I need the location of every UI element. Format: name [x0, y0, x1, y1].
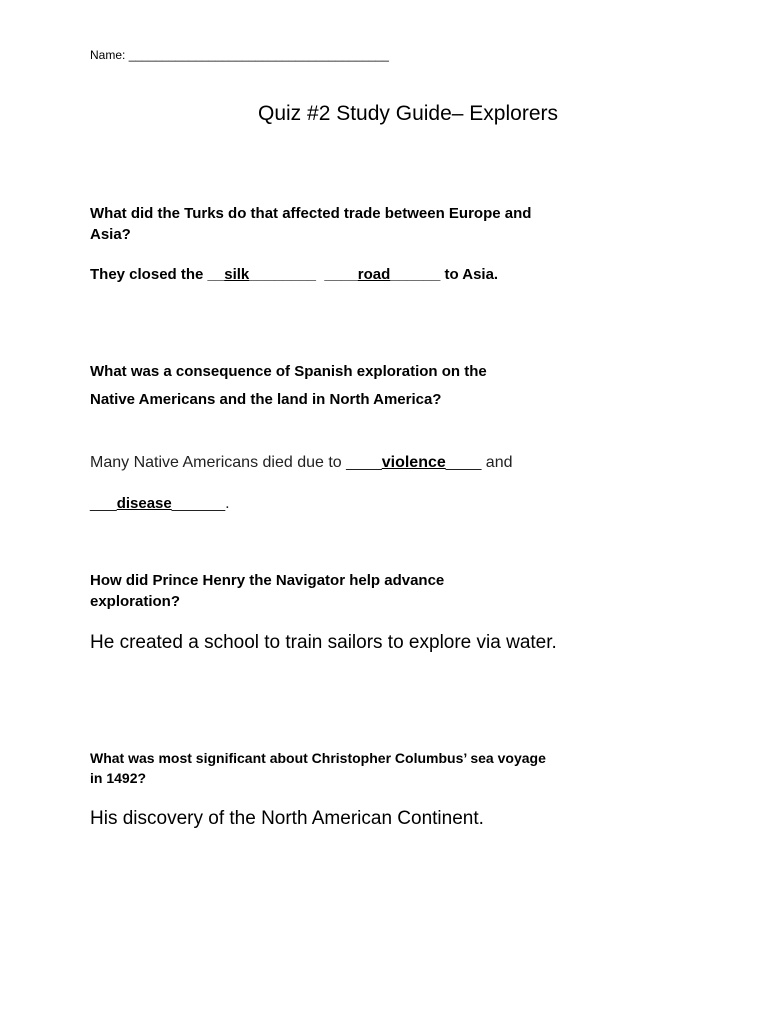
answer-2-blank-2-post: ______ — [171, 495, 226, 512]
answer-2-blank-1-post: ____ — [445, 454, 482, 471]
answer-2-blank-2-pre: ___ — [90, 495, 117, 512]
answer-2-blank-2-answer: disease — [116, 495, 172, 512]
question-1-line-1: What did the Turks do that affected trade between Europe and — [90, 205, 532, 222]
answer-1-blank-1-pre: __ — [207, 266, 225, 283]
question-2-line-2: Native Americans and the land in North America? — [90, 391, 442, 408]
page-title: Quiz #2 Study Guide– Explorers — [258, 102, 558, 125]
name-blank: _______________________________________ — [128, 48, 389, 62]
name-line — [90, 48, 389, 62]
answer-2-blank-1-answer: violence — [381, 454, 446, 471]
answer-1-suffix: to Asia. — [440, 266, 499, 283]
answer-2-end: . — [225, 495, 230, 512]
question-1 — [90, 203, 531, 245]
answer-4: His discovery of the North American Continent. — [90, 808, 484, 829]
answer-2-mid: and — [481, 454, 513, 471]
answer-1-prefix: They closed the — [90, 266, 208, 283]
answer-1-blank-1-answer: silk — [224, 266, 250, 283]
answer-1-blank-1-post: ________ — [249, 266, 317, 283]
answer-3: He created a school to train sailors to explore via water. — [90, 632, 557, 653]
answer-2-blank-1-pre: ____ — [346, 454, 382, 471]
answer-1-blank-2-answer: road — [357, 266, 391, 283]
question-1-line-2: Asia? — [90, 226, 131, 243]
answer-1-blank-2-post: ______ — [390, 266, 441, 283]
question-3 — [90, 570, 444, 612]
question-3-line-1: How did Prince Henry the Navigator help advance — [90, 572, 445, 589]
question-2 — [90, 361, 487, 410]
answer-2-line-2 — [90, 495, 230, 513]
question-4-line-2: in 1492? — [90, 770, 147, 786]
question-4-line-1: What was most significant about Christopher Columbus’ sea voyage — [90, 750, 546, 766]
question-4 — [90, 748, 546, 788]
question-3-line-2: exploration? — [90, 593, 181, 610]
answer-2-prefix: Many Native Americans died due to — [90, 454, 347, 471]
answer-1-blank-2-pre: ____ — [324, 266, 358, 283]
answer-1 — [90, 266, 498, 283]
answer-2-line-1 — [90, 454, 513, 472]
question-2-line-1: What was a consequence of Spanish exploration on the — [90, 363, 487, 380]
name-label: Name: — [90, 48, 126, 62]
